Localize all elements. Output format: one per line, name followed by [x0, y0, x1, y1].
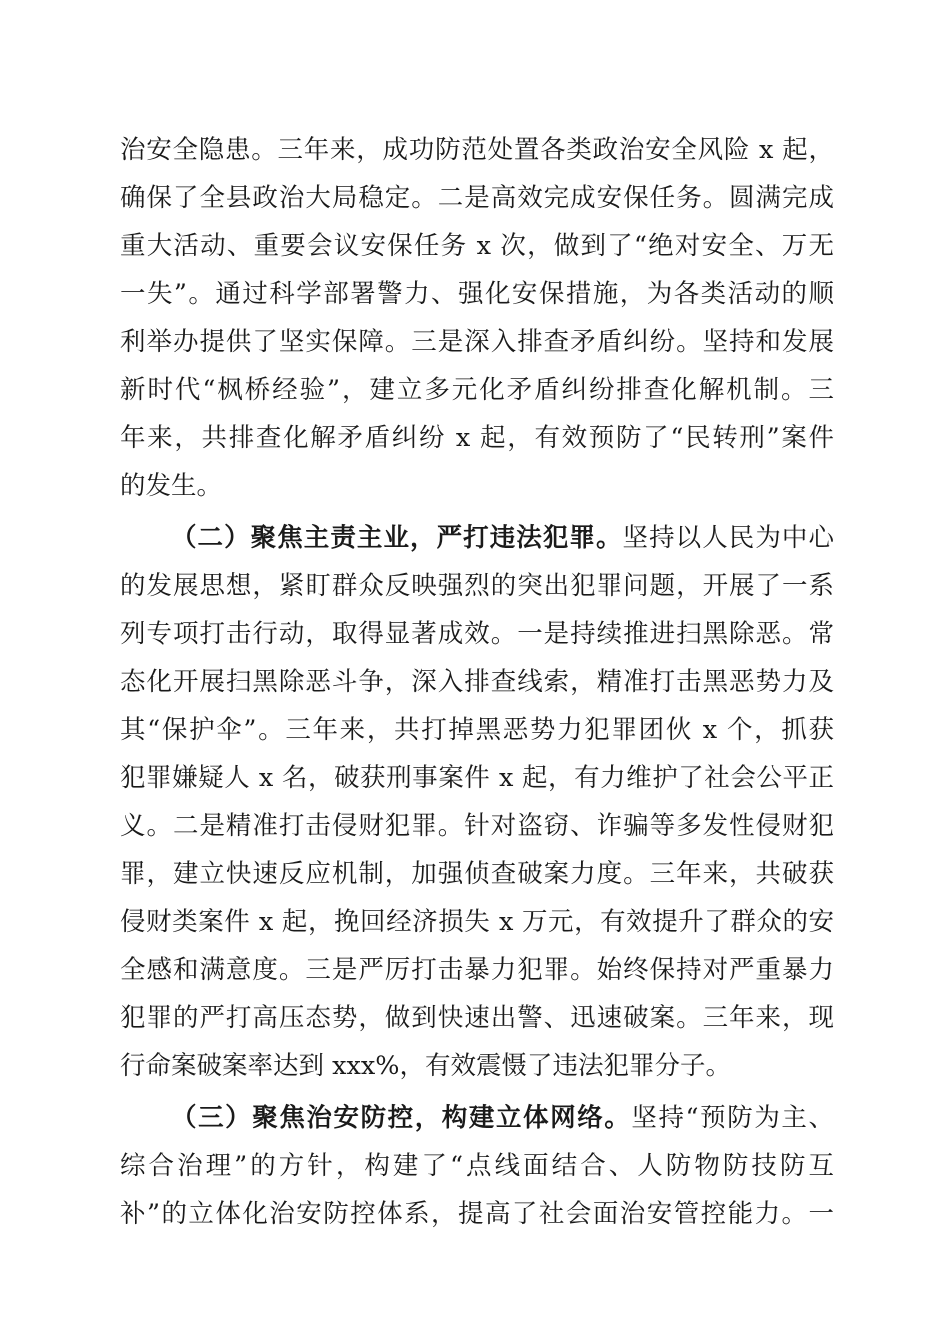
text-line: 行命案破案率达到 xxx%，有效震慑了违法犯罪分子。 [120, 1051, 731, 1081]
text-line: 的发生。 [120, 471, 223, 501]
text-line: 利举办提供了坚实保障。三是深入排查矛盾纠纷。坚持和发展 [120, 327, 834, 357]
paragraph-2 [120, 514, 834, 1090]
text-line: 犯罪嫌疑人 x 名，破获刑事案件 x 起，有力维护了社会公平正 [120, 763, 834, 793]
text-line: 年来，共排查化解矛盾纠纷 x 起，有效预防了“民转刑”案件 [120, 423, 834, 453]
section-heading: （三）聚焦治安防控，构建立体网络。 [171, 1103, 632, 1133]
text-line: 义。二是精准打击侵财犯罪。针对盗窃、诈骗等多发性侵财犯 [120, 811, 834, 841]
text-line: 侵财类案件 x 起，挽回经济损失 x 万元，有效提升了群众的安 [120, 907, 834, 937]
text-line: 态化开展扫黑除恶斗争，深入排查线索，精准打击黑恶势力及 [120, 667, 834, 697]
text-line: 补”的立体化治安防控体系，提高了社会面治安管控能力。一 [120, 1199, 834, 1229]
text-line: 犯罪的严打高压态势，做到快速出警、迅速破案。三年来，现 [120, 1003, 834, 1033]
text-line: 罪，建立快速反应机制，加强侦查破案力度。三年来，共破获 [120, 859, 834, 889]
text-line: 确保了全县政治大局稳定。二是高效完成安保任务。圆满完成 [120, 183, 834, 213]
text-line: 重大活动、重要会议安保任务 x 次，做到了“绝对安全、万无 [120, 231, 834, 261]
text-line: 的发展思想，紧盯群众反映强烈的突出犯罪问题，开展了一系 [120, 571, 834, 601]
text-line [120, 514, 834, 562]
text-line: 其“保护伞”。三年来，共打掉黑恶势力犯罪团伙 x 个，抓获 [120, 715, 834, 745]
text-run: 坚持以人民为中心 [622, 523, 834, 553]
text-line: 全感和满意度。三是严厉打击暴力犯罪。始终保持对严重暴力 [120, 955, 834, 985]
text-line: 新时代“枫桥经验”，建立多元化矛盾纠纷排查化解机制。三 [120, 375, 834, 405]
document-page [120, 126, 834, 1238]
section-heading: （二）聚焦主责主业，严打违法犯罪。 [171, 523, 623, 553]
text-line [120, 1094, 834, 1142]
text-line: 一失”。通过科学部署警力、强化安保措施，为各类活动的顺 [120, 279, 834, 309]
text-line: 列专项打击行动，取得显著成效。一是持续推进扫黑除恶。常 [120, 619, 834, 649]
paragraph-1 [120, 126, 834, 510]
text-line: 综合治理”的方针，构建了“点线面结合、人防物防技防互 [120, 1151, 834, 1181]
text-run: 坚持“预防为主、 [631, 1103, 834, 1133]
text-line: 治安全隐患。三年来，成功防范处置各类政治安全风险 x 起， [120, 135, 834, 165]
paragraph-3 [120, 1094, 834, 1238]
